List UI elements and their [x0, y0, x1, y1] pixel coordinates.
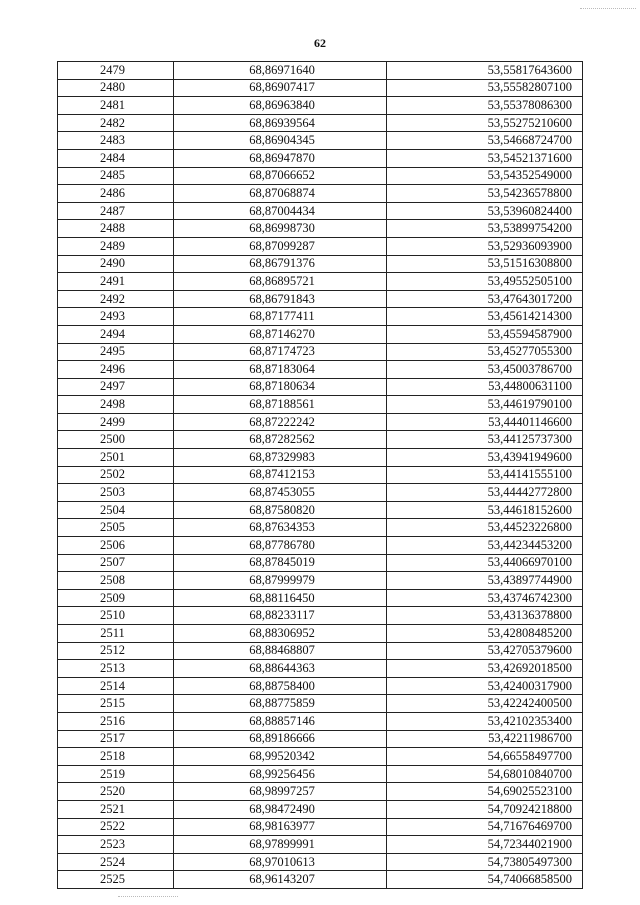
coordinates-table-body — [58, 62, 583, 889]
y-coordinate-cell: 53,44619790100 — [387, 396, 583, 414]
point-number-cell: 2485 — [58, 167, 174, 185]
scan-edge-mark-bottom — [118, 896, 178, 897]
x-coordinate-cell: 68,99520342 — [174, 748, 387, 766]
y-coordinate-cell: 53,42705379600 — [387, 642, 583, 660]
x-coordinate-cell: 68,88644363 — [174, 660, 387, 678]
x-coordinate-cell: 68,87634353 — [174, 519, 387, 537]
point-number-cell: 2497 — [58, 378, 174, 396]
table-row — [58, 537, 583, 555]
point-number-cell: 2520 — [58, 783, 174, 801]
x-coordinate-cell: 68,88116450 — [174, 589, 387, 607]
point-number-cell: 2499 — [58, 413, 174, 431]
y-coordinate-cell: 53,44800631100 — [387, 378, 583, 396]
point-number-cell: 2507 — [58, 554, 174, 572]
x-coordinate-cell: 68,88758400 — [174, 677, 387, 695]
point-number-cell: 2480 — [58, 79, 174, 97]
y-coordinate-cell: 53,49552505100 — [387, 273, 583, 291]
table-row — [58, 114, 583, 132]
table-row — [58, 466, 583, 484]
point-number-cell: 2524 — [58, 853, 174, 871]
x-coordinate-cell: 68,87146270 — [174, 325, 387, 343]
x-coordinate-cell: 68,87786780 — [174, 537, 387, 555]
y-coordinate-cell: 53,45614214300 — [387, 308, 583, 326]
y-coordinate-cell: 54,69025523100 — [387, 783, 583, 801]
table-row — [58, 748, 583, 766]
table-row — [58, 202, 583, 220]
point-number-cell: 2510 — [58, 607, 174, 625]
point-number-cell: 2489 — [58, 237, 174, 255]
table-row — [58, 572, 583, 590]
coordinates-table — [57, 61, 583, 889]
table-row — [58, 695, 583, 713]
point-number-cell: 2481 — [58, 97, 174, 115]
y-coordinate-cell: 53,54236578800 — [387, 185, 583, 203]
point-number-cell: 2498 — [58, 396, 174, 414]
point-number-cell: 2479 — [58, 62, 174, 80]
point-number-cell: 2508 — [58, 572, 174, 590]
table-row — [58, 343, 583, 361]
point-number-cell: 2502 — [58, 466, 174, 484]
y-coordinate-cell: 53,43897744900 — [387, 572, 583, 590]
table-row — [58, 484, 583, 502]
y-coordinate-cell: 53,44125737300 — [387, 431, 583, 449]
x-coordinate-cell: 68,88233117 — [174, 607, 387, 625]
table-row — [58, 836, 583, 854]
x-coordinate-cell: 68,87188561 — [174, 396, 387, 414]
table-row — [58, 554, 583, 572]
x-coordinate-cell: 68,87177411 — [174, 308, 387, 326]
table-row — [58, 79, 583, 97]
table-row — [58, 449, 583, 467]
point-number-cell: 2518 — [58, 748, 174, 766]
x-coordinate-cell: 68,98997257 — [174, 783, 387, 801]
x-coordinate-cell: 68,87174723 — [174, 343, 387, 361]
table-row — [58, 501, 583, 519]
y-coordinate-cell: 54,74066858500 — [387, 871, 583, 889]
point-number-cell: 2522 — [58, 818, 174, 836]
y-coordinate-cell: 54,72344021900 — [387, 836, 583, 854]
y-coordinate-cell: 53,42400317900 — [387, 677, 583, 695]
point-number-cell: 2519 — [58, 765, 174, 783]
x-coordinate-cell: 68,87412153 — [174, 466, 387, 484]
table-row — [58, 149, 583, 167]
point-number-cell: 2506 — [58, 537, 174, 555]
table-row — [58, 308, 583, 326]
x-coordinate-cell: 68,97899991 — [174, 836, 387, 854]
x-coordinate-cell: 68,87222242 — [174, 413, 387, 431]
x-coordinate-cell: 68,87282562 — [174, 431, 387, 449]
x-coordinate-cell: 68,96143207 — [174, 871, 387, 889]
y-coordinate-cell: 53,45277055300 — [387, 343, 583, 361]
point-number-cell: 2525 — [58, 871, 174, 889]
point-number-cell: 2496 — [58, 361, 174, 379]
page-number: 62 — [314, 36, 326, 50]
x-coordinate-cell: 68,87066652 — [174, 167, 387, 185]
x-coordinate-cell: 68,86907417 — [174, 79, 387, 97]
point-number-cell: 2493 — [58, 308, 174, 326]
point-number-cell: 2501 — [58, 449, 174, 467]
y-coordinate-cell: 53,53960824400 — [387, 202, 583, 220]
point-number-cell: 2523 — [58, 836, 174, 854]
x-coordinate-cell: 68,86998730 — [174, 220, 387, 238]
point-number-cell: 2500 — [58, 431, 174, 449]
y-coordinate-cell: 53,54521371600 — [387, 149, 583, 167]
point-number-cell: 2495 — [58, 343, 174, 361]
table-row — [58, 431, 583, 449]
point-number-cell: 2517 — [58, 730, 174, 748]
point-number-cell: 2490 — [58, 255, 174, 273]
table-row — [58, 413, 583, 431]
table-row — [58, 677, 583, 695]
y-coordinate-cell: 53,44442772800 — [387, 484, 583, 502]
table-row — [58, 730, 583, 748]
x-coordinate-cell: 68,86791376 — [174, 255, 387, 273]
point-number-cell: 2511 — [58, 625, 174, 643]
table-row — [58, 132, 583, 150]
point-number-cell: 2503 — [58, 484, 174, 502]
y-coordinate-cell: 53,47643017200 — [387, 290, 583, 308]
table-row — [58, 660, 583, 678]
table-row — [58, 325, 583, 343]
y-coordinate-cell: 53,51516308800 — [387, 255, 583, 273]
table-row — [58, 783, 583, 801]
table-row — [58, 290, 583, 308]
x-coordinate-cell: 68,88775859 — [174, 695, 387, 713]
table-row — [58, 818, 583, 836]
y-coordinate-cell: 54,68010840700 — [387, 765, 583, 783]
table-row — [58, 800, 583, 818]
point-number-cell: 2484 — [58, 149, 174, 167]
y-coordinate-cell: 53,44618152600 — [387, 501, 583, 519]
x-coordinate-cell: 68,98472490 — [174, 800, 387, 818]
point-number-cell: 2482 — [58, 114, 174, 132]
x-coordinate-cell: 68,87004434 — [174, 202, 387, 220]
y-coordinate-cell: 54,71676469700 — [387, 818, 583, 836]
table-row — [58, 871, 583, 889]
y-coordinate-cell: 53,53899754200 — [387, 220, 583, 238]
x-coordinate-cell: 68,87580820 — [174, 501, 387, 519]
y-coordinate-cell: 53,55378086300 — [387, 97, 583, 115]
x-coordinate-cell: 68,86791843 — [174, 290, 387, 308]
y-coordinate-cell: 53,44141555100 — [387, 466, 583, 484]
point-number-cell: 2486 — [58, 185, 174, 203]
point-number-cell: 2494 — [58, 325, 174, 343]
x-coordinate-cell: 68,87068874 — [174, 185, 387, 203]
y-coordinate-cell: 53,54352549000 — [387, 167, 583, 185]
table-row — [58, 185, 583, 203]
y-coordinate-cell: 53,42808485200 — [387, 625, 583, 643]
y-coordinate-cell: 53,52936093900 — [387, 237, 583, 255]
x-coordinate-cell: 68,87099287 — [174, 237, 387, 255]
y-coordinate-cell: 53,42692018500 — [387, 660, 583, 678]
point-number-cell: 2521 — [58, 800, 174, 818]
x-coordinate-cell: 68,86895721 — [174, 273, 387, 291]
x-coordinate-cell: 68,87183064 — [174, 361, 387, 379]
x-coordinate-cell: 68,87180634 — [174, 378, 387, 396]
x-coordinate-cell: 68,88857146 — [174, 712, 387, 730]
point-number-cell: 2515 — [58, 695, 174, 713]
table-row — [58, 62, 583, 80]
table-row — [58, 712, 583, 730]
table-row — [58, 519, 583, 537]
y-coordinate-cell: 53,42211986700 — [387, 730, 583, 748]
table-row — [58, 378, 583, 396]
table-row — [58, 765, 583, 783]
y-coordinate-cell: 53,55817643600 — [387, 62, 583, 80]
y-coordinate-cell: 53,54668724700 — [387, 132, 583, 150]
y-coordinate-cell: 53,42102353400 — [387, 712, 583, 730]
y-coordinate-cell: 53,43941949600 — [387, 449, 583, 467]
table-row — [58, 396, 583, 414]
x-coordinate-cell: 68,88468807 — [174, 642, 387, 660]
x-coordinate-cell: 68,88306952 — [174, 625, 387, 643]
x-coordinate-cell: 68,86947870 — [174, 149, 387, 167]
scan-edge-mark-top — [580, 8, 636, 9]
point-number-cell: 2504 — [58, 501, 174, 519]
x-coordinate-cell: 68,99256456 — [174, 765, 387, 783]
table-row — [58, 589, 583, 607]
y-coordinate-cell: 53,45003786700 — [387, 361, 583, 379]
x-coordinate-cell: 68,86904345 — [174, 132, 387, 150]
point-number-cell: 2516 — [58, 712, 174, 730]
point-number-cell: 2505 — [58, 519, 174, 537]
y-coordinate-cell: 53,55582807100 — [387, 79, 583, 97]
point-number-cell: 2514 — [58, 677, 174, 695]
y-coordinate-cell: 53,44523226800 — [387, 519, 583, 537]
y-coordinate-cell: 53,44401146600 — [387, 413, 583, 431]
x-coordinate-cell: 68,86963840 — [174, 97, 387, 115]
x-coordinate-cell: 68,86971640 — [174, 62, 387, 80]
y-coordinate-cell: 53,44066970100 — [387, 554, 583, 572]
x-coordinate-cell: 68,89186666 — [174, 730, 387, 748]
table-row — [58, 361, 583, 379]
point-number-cell: 2492 — [58, 290, 174, 308]
table-row — [58, 237, 583, 255]
x-coordinate-cell: 68,87845019 — [174, 554, 387, 572]
y-coordinate-cell: 53,42242400500 — [387, 695, 583, 713]
point-number-cell: 2513 — [58, 660, 174, 678]
y-coordinate-cell: 53,45594587900 — [387, 325, 583, 343]
table-row — [58, 625, 583, 643]
x-coordinate-cell: 68,97010613 — [174, 853, 387, 871]
point-number-cell: 2483 — [58, 132, 174, 150]
table-row — [58, 273, 583, 291]
table-row — [58, 167, 583, 185]
y-coordinate-cell: 54,66558497700 — [387, 748, 583, 766]
y-coordinate-cell: 53,43136378800 — [387, 607, 583, 625]
x-coordinate-cell: 68,87999979 — [174, 572, 387, 590]
point-number-cell: 2488 — [58, 220, 174, 238]
table-row — [58, 853, 583, 871]
table-row — [58, 220, 583, 238]
x-coordinate-cell: 68,87453055 — [174, 484, 387, 502]
y-coordinate-cell: 53,44234453200 — [387, 537, 583, 555]
x-coordinate-cell: 68,98163977 — [174, 818, 387, 836]
table-row — [58, 642, 583, 660]
x-coordinate-cell: 68,87329983 — [174, 449, 387, 467]
point-number-cell: 2512 — [58, 642, 174, 660]
table-row — [58, 97, 583, 115]
point-number-cell: 2509 — [58, 589, 174, 607]
point-number-cell: 2487 — [58, 202, 174, 220]
table-row — [58, 607, 583, 625]
y-coordinate-cell: 53,43746742300 — [387, 589, 583, 607]
y-coordinate-cell: 54,70924218800 — [387, 800, 583, 818]
table-row — [58, 255, 583, 273]
point-number-cell: 2491 — [58, 273, 174, 291]
x-coordinate-cell: 68,86939564 — [174, 114, 387, 132]
y-coordinate-cell: 54,73805497300 — [387, 853, 583, 871]
y-coordinate-cell: 53,55275210600 — [387, 114, 583, 132]
